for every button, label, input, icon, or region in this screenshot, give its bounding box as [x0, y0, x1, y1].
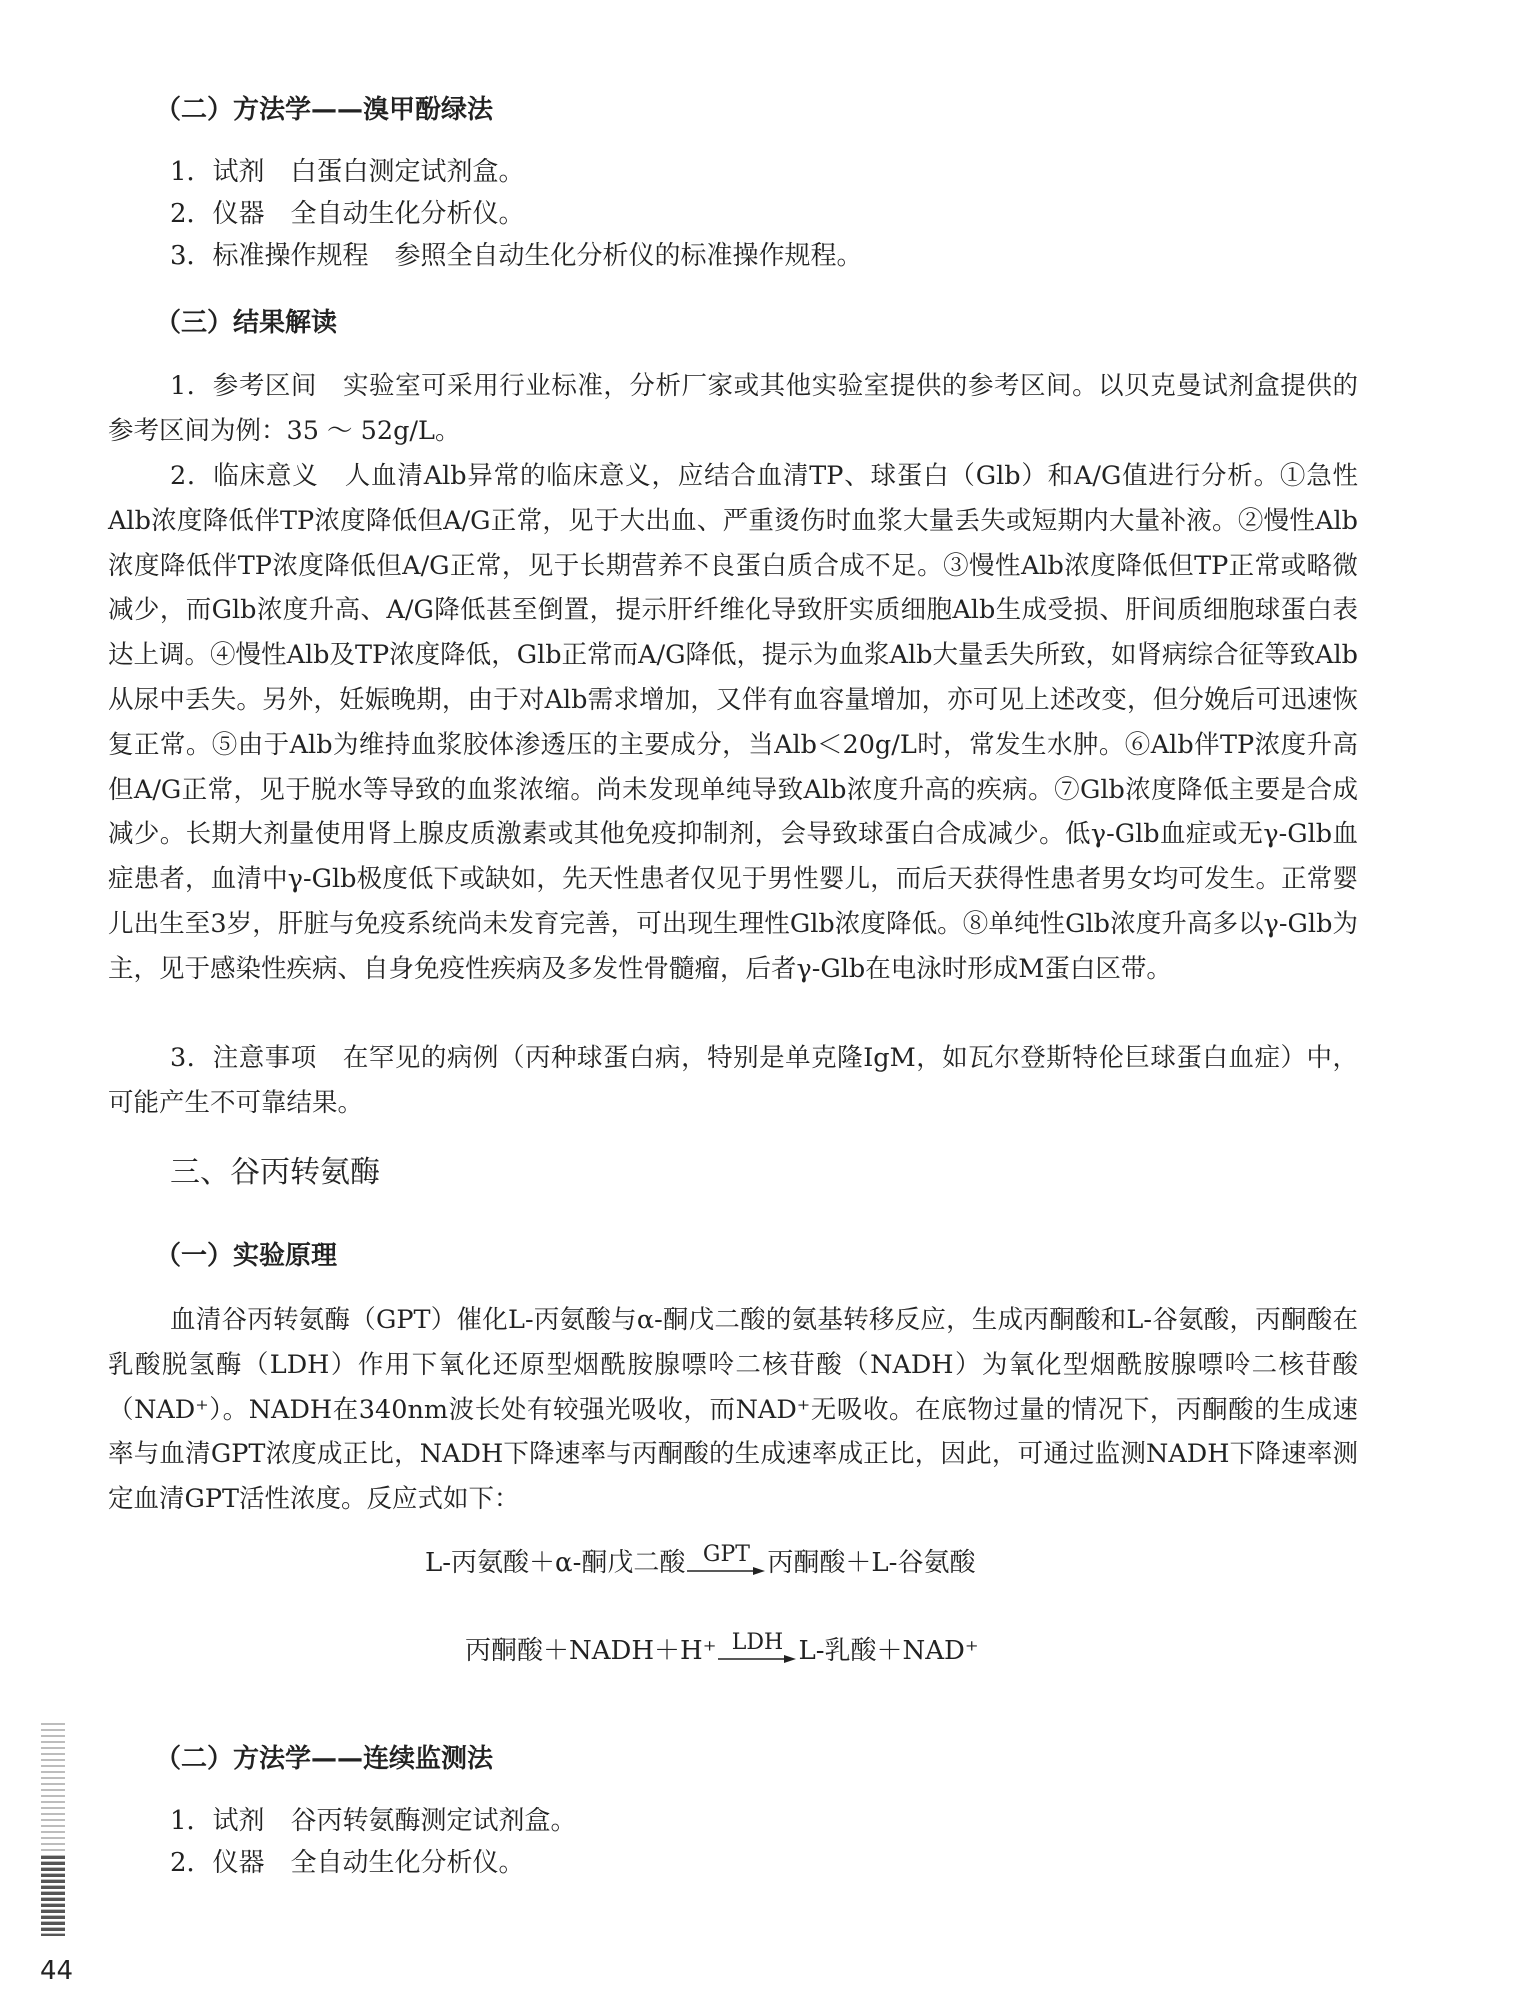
reaction-arrow-ldh: [718, 1632, 796, 1664]
section-heading-method-bcg: （二）方法学——溴甲酚绿法: [155, 95, 494, 125]
paragraph-reference-interval: 1．参考区间 实验室可采用行业标准，分析厂家或其他实验室提供的参考区间。以贝克曼试剂盒提供的参考区间为例：35 ～ 52g/L。: [108, 371, 1358, 446]
reaction-ldh-reactants: 丙酮酸＋NADH＋H⁺: [465, 1636, 717, 1666]
paragraph-precautions: 3．注意事项 在罕见的病例（丙种球蛋白病，特别是单克隆IgM，如瓦尔登斯特伦巨球蛋白血症）中，可能产生不可靠结果。: [108, 1043, 1358, 1118]
reaction-ldh-products: L-乳酸＋NAD⁺: [798, 1636, 979, 1666]
method-item-sop: 3．标准操作规程 参照全自动生化分析仪的标准操作规程。: [170, 241, 863, 271]
reaction-arrow-gpt: [687, 1544, 765, 1576]
reaction-equation-gpt: [425, 1542, 976, 1580]
gpt-method-item-reagent: 1．试剂 谷丙转氨酶测定试剂盒。: [170, 1806, 577, 1836]
paragraph-clinical-significance: 2．临床意义 人血清Alb异常的临床意义，应结合血清TP、球蛋白（Glb）和A/G值进行分析。①急性Alb浓度降低伴TP浓度降低但A/G正常，见于大出血、严重烫伤时血浆大量丢失或短期内大量补液。②慢性Alb浓度降低伴TP浓度降低但A/G正常，见于长期营养不良蛋白质合成不足。③慢性Alb浓度降低但TP正常或略微减少，而Glb浓度升高、A/G降低甚至倒置，提示肝纤维化导致肝实质细胞Alb生成受损、肝间质细胞球蛋白表达上调。④慢性Alb及TP浓度降低，Glb正常而A/G降低，提示为血浆Alb大量丢失所致，如肾病综合征等致Alb从尿中丢失。另外，妊娠晚期，由于对Alb需求增加，又伴有血容量增加，亦可见上述改变，但分娩后可迅速恢复正常。⑤由于Alb为维持血浆胶体渗透压的主要成分，当Alb＜20g/L时，常发生水肿。⑥Alb伴TP浓度升高但A/G正常，见于脱水等导致的血浆浓缩。尚未发现单纯导致Alb浓度升高的疾病。⑦Glb浓度降低主要是合成减少。长期大剂量使用肾上腺皮质激素或其他免疫抑制剂，会导致球蛋白合成减少。低γ-Glb血症或无γ-Glb血症患者，血清中γ-Glb极度低下或缺如，先天性患者仅见于男性婴儿，而后天获得性患者男女均可发生。正常婴儿出生至3岁，肝脏与免疫系统尚未发育完善，可出现生理性Glb浓度降低。⑧单纯性Glb浓度升高多以γ-Glb为主，见于感染性疾病、自身免疫性疾病及多发性骨髓瘤，后者γ-Glb在电泳时形成M蛋白区带。: [108, 461, 1358, 984]
reaction-gpt-products: 丙酮酸＋L-谷氨酸: [767, 1548, 976, 1578]
reaction-enzyme-ldh: LDH: [731, 1630, 784, 1655]
reaction-equation-ldh: [465, 1630, 979, 1668]
method-item-instrument: 2．仪器 全自动生化分析仪。: [170, 199, 525, 229]
section-heading-results: （三）结果解读: [155, 308, 338, 338]
page-number: 44: [40, 1956, 74, 1986]
right-arrow-icon: [718, 1654, 796, 1664]
paragraph-principle: 血清谷丙转氨酶（GPT）催化L-丙氨酸与α-酮戊二酸的氨基转移反应，生成丙酮酸和L-谷氨酸，丙酮酸在乳酸脱氢酶（LDH）作用下氧化还原型烟酰胺腺嘌呤二核苷酸（NADH）为氧化型烟酰胺腺嘌呤二核苷酸（NAD⁺）。NADH在340nm波长处有较强光吸收，而NAD⁺无吸收。在底物过量的情况下，丙酮酸的生成速率与血清GPT浓度成正比，NADH下降速率与丙酮酸的生成速率成正比，因此，可通过监测NADH下降速率测定血清GPT活性浓度。反应式如下：: [108, 1305, 1358, 1515]
reaction-gpt-reactants: L-丙氨酸＋α-酮戊二酸: [425, 1548, 686, 1578]
page-edge-marker-dark: [41, 1856, 65, 1936]
method-item-reagent: 1．试剂 白蛋白测定试剂盒。: [170, 157, 525, 187]
reaction-enzyme-gpt: GPT: [702, 1542, 750, 1567]
right-arrow-icon: [687, 1566, 765, 1576]
section-heading-principle: （一）实验原理: [155, 1241, 338, 1271]
chapter-heading-gpt: 三、谷丙转氨酶: [170, 1155, 380, 1190]
gpt-method-item-instrument: 2．仪器 全自动生化分析仪。: [170, 1848, 525, 1878]
section-heading-method-continuous: （二）方法学——连续监测法: [155, 1744, 494, 1774]
